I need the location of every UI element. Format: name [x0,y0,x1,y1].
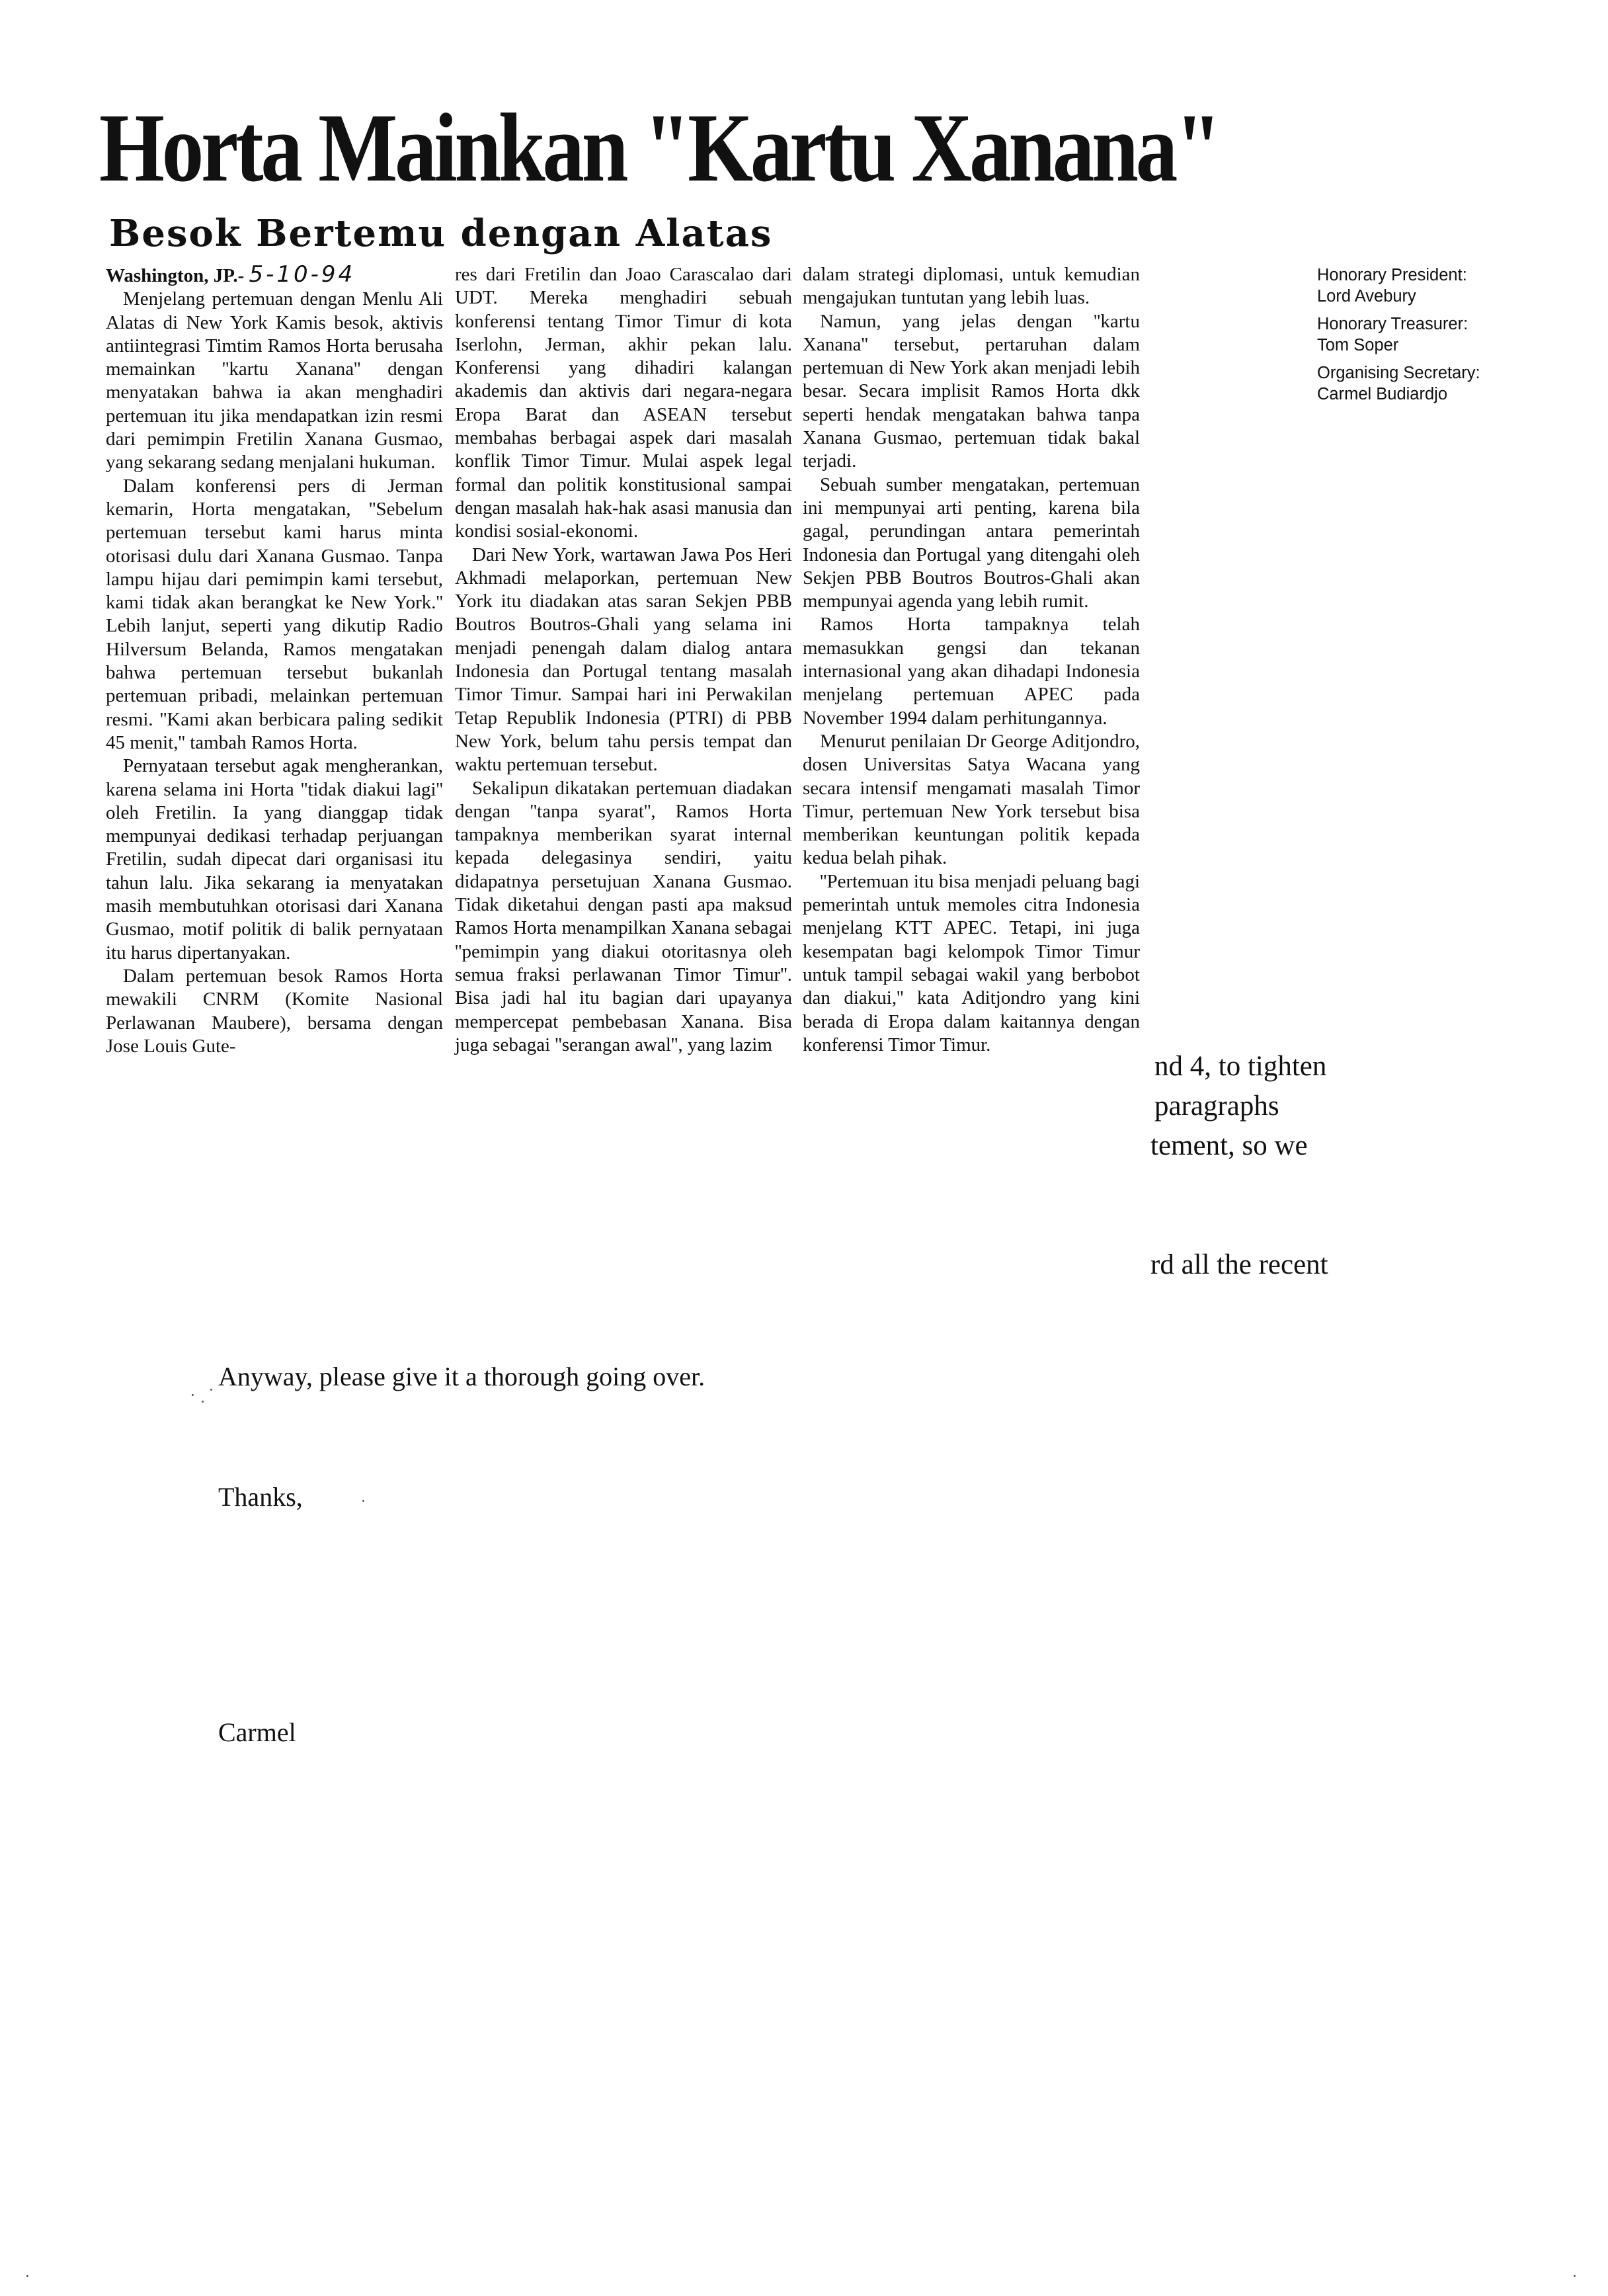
officer-organising-secretary [1317,362,1568,405]
officer-role: Honorary Treasurer: [1317,315,1468,333]
officer-role: Organising Secretary: [1317,364,1480,382]
scan-speck [210,1389,212,1391]
article-column-1 [106,263,443,1058]
scan-speck [192,1394,194,1396]
article-paragraph: dalam strategi diplomasi, untuk kemudian mengajukan tuntutan yang lebih luas. [803,264,1140,309]
officer-honorary-treasurer [1317,313,1568,356]
letter-body-line: Anyway, please give it a thorough going over. [218,1362,705,1391]
scan-speck [202,1401,204,1403]
letter-signature: Carmel [218,1717,296,1747]
letter-closing: Thanks, [218,1482,303,1512]
handwritten-date: 5-10-94 [249,261,356,288]
article-paragraph: Menurut penilaian Dr George Aditjondro, dosen Universitas Satya Wacana yang secara intensif mengamati masalah Timor Timur, pertemuan New York tersebut bisa memberikan keuntungan politik kepada kedua belah pihak. [803,730,1140,869]
officer-name: Tom Soper [1317,336,1399,354]
article-column-3 [803,263,1140,1057]
article-paragraph: Dalam pertemuan besok Ramos Horta mewakili CNRM (Komite Nasional Perlawanan Maubere), bersama dengan Jose Louis Gute- [106,965,443,1057]
officer-name: Lord Avebury [1317,287,1416,306]
article-paragraph: Sebuah sumber mengatakan, pertemuan ini mempunyai arti penting, karena bila gagal, perundingan antara pemerintah Indonesia dan Portugal yang ditengahi oleh Sekjen PBB Boutros Boutros-Ghali akan mempunyai agenda yang lebih rumit. [803,473,1140,612]
article-headline: Horta Mainkan "Kartu Xanana" [99,94,1219,202]
article-paragraph: Sekalipun dikatakan pertemuan diadakan dengan ''tanpa syarat'', Ramos Horta tampaknya memberikan syarat internal kepada delegasinya sendiri, yaitu didapatnya persetujuan Xanana Gusmao. Tidak diketahui dengan pasti apa maksud Ramos Horta menampilkan Xanana sebagai ''pemimpin yang diakui otoritasnya oleh semua fraksi perlawanan Timor Timur''. Bisa jadi hal itu bagian dari upayanya mempercepat pembebasan Xanana. Bisa juga sebagai ''serangan awal'', yang lazim [455,777,792,1055]
article-paragraph: Namun, yang jelas dengan ''kartu Xanana'' tersebut, pertaruhan dalam pertemuan di New York akan menjadi lebih besar. Secara implisit Ramos Horta dkk seperti hendak mengatakan bahwa tanpa Xanana Gusmao, pertemuan tidak bakal terjadi. [803,310,1140,472]
article-paragraph: Ramos Horta tampaknya telah memasukkan gengsi dan tekanan internasional yang akan dihadapi Indonesia menjelang pertemuan APEC pada November 1994 dalam perhitungannya. [803,614,1140,729]
article-paragraph: Pernyataan tersebut agak mengherankan, karena selama ini Horta ''tidak diakui lagi'' oleh Fretilin. Ia yang dianggap tidak mempunyai dedikasi terhadap perjuangan Fretilin, sudah dipecat dari organisasi itu tahun lalu. Jika sekarang ia menyatakan masih membutuhkan otorisasi dari Xanana Gusmao, motif politik di balik pernyataan itu harus dipertanyakan. [106,755,443,964]
article-paragraph: Dari New York, wartawan Jawa Pos Heri Akhmadi melaporkan, pertemuan New York itu diadakan atas saran Sekjen PBB Boutros Boutros-Ghali yang selama ini menjadi penengah dalam dialog antara Indonesia dan Portugal tentang masalah Timor Timur. Sampai hari ini Perwakilan Tetap Republik Indonesia (PTRI) di PBB New York, belum tahu persis tempat dan waktu pertemuan tersebut. [455,544,792,776]
letter-fragment-1: nd 4, to tighten [1154,1051,1327,1082]
officer-name: Carmel Budiardjo [1317,385,1448,403]
officer-role: Honorary President: [1317,266,1467,284]
article-paragraph: Dalam konferensi pers di Jerman kemarin, Horta mengatakan, ''Sebelum pertemuan tersebut kami harus minta otorisasi dulu dari Xanana Gusmao. Tanpa lampu hijau dari pemimpin kami tersebut, kami tidak akan berangkat ke New York.'' Lebih lanjut, seperti yang dikutip Radio Hilversum Belanda, Ramos mengatakan bahwa pertemuan tersebut bukanlah pertemuan pribadi, melainkan pertemuan resmi. ''Kami akan berbicara paling sedikit 45 menit,'' tambah Ramos Horta. [106,475,443,753]
letter-fragment-3: tement, so we [1150,1130,1308,1161]
letterhead-officers [1317,265,1568,411]
scan-speck [26,2275,28,2277]
article-column-2 [455,263,792,1057]
dateline-line [106,263,443,288]
article-paragraph: Menjelang pertemuan dengan Menlu Ali Alatas di New York Kamis besok, aktivis antiintegrasi Timtim Ramos Horta berusaha memainkan ''kartu Xanana'' dengan menyatakan bahwa ia akan menghadiri pertemuan itu jika mendapatkan izin resmi dari pemimpin Fretilin Xanana Gusmao, yang sekarang sedang menjalani hukuman. [106,288,443,473]
letter-fragment-2: paragraphs [1154,1090,1279,1122]
letter-fragment-4: rd all the recent [1150,1249,1328,1280]
officer-honorary-president [1317,265,1568,307]
article-paragraph: ''Pertemuan itu bisa menjadi peluang bagi pemerintah untuk memoles citra Indonesia menjelang KTT APEC. Tetapi, ini juga kesempatan bagi kelompok Timor Timur untuk tampil sebagai wakil yang berbobot dan diakui,'' kata Aditjondro yang kini berada di Eropa dalam kaitannya dengan konferensi Timor Timur. [803,870,1140,1055]
scan-speck [362,1500,364,1502]
article-subheadline: Besok Bertemu dengan Alatas [109,212,773,255]
scan-speck [1574,2275,1576,2277]
article-paragraph: res dari Fretilin dan Joao Carascalao dari UDT. Mereka menghadiri sebuah konferensi tentang Timor Timur di kota Iserlohn, Jerman, akhir pekan lalu. Konferensi yang dihadiri kalangan akademis dan aktivis dari negara-negara Eropa Barat dan ASEAN tersebut membahas berbagai aspek dari masalah konflik Timor Timur. Mulai aspek legal formal dan politik konstitusional sampai dengan masalah hak-hak asasi manusia dan kondisi sosial-ekonomi. [455,264,792,542]
dateline: Washington, JP.- [106,265,245,286]
